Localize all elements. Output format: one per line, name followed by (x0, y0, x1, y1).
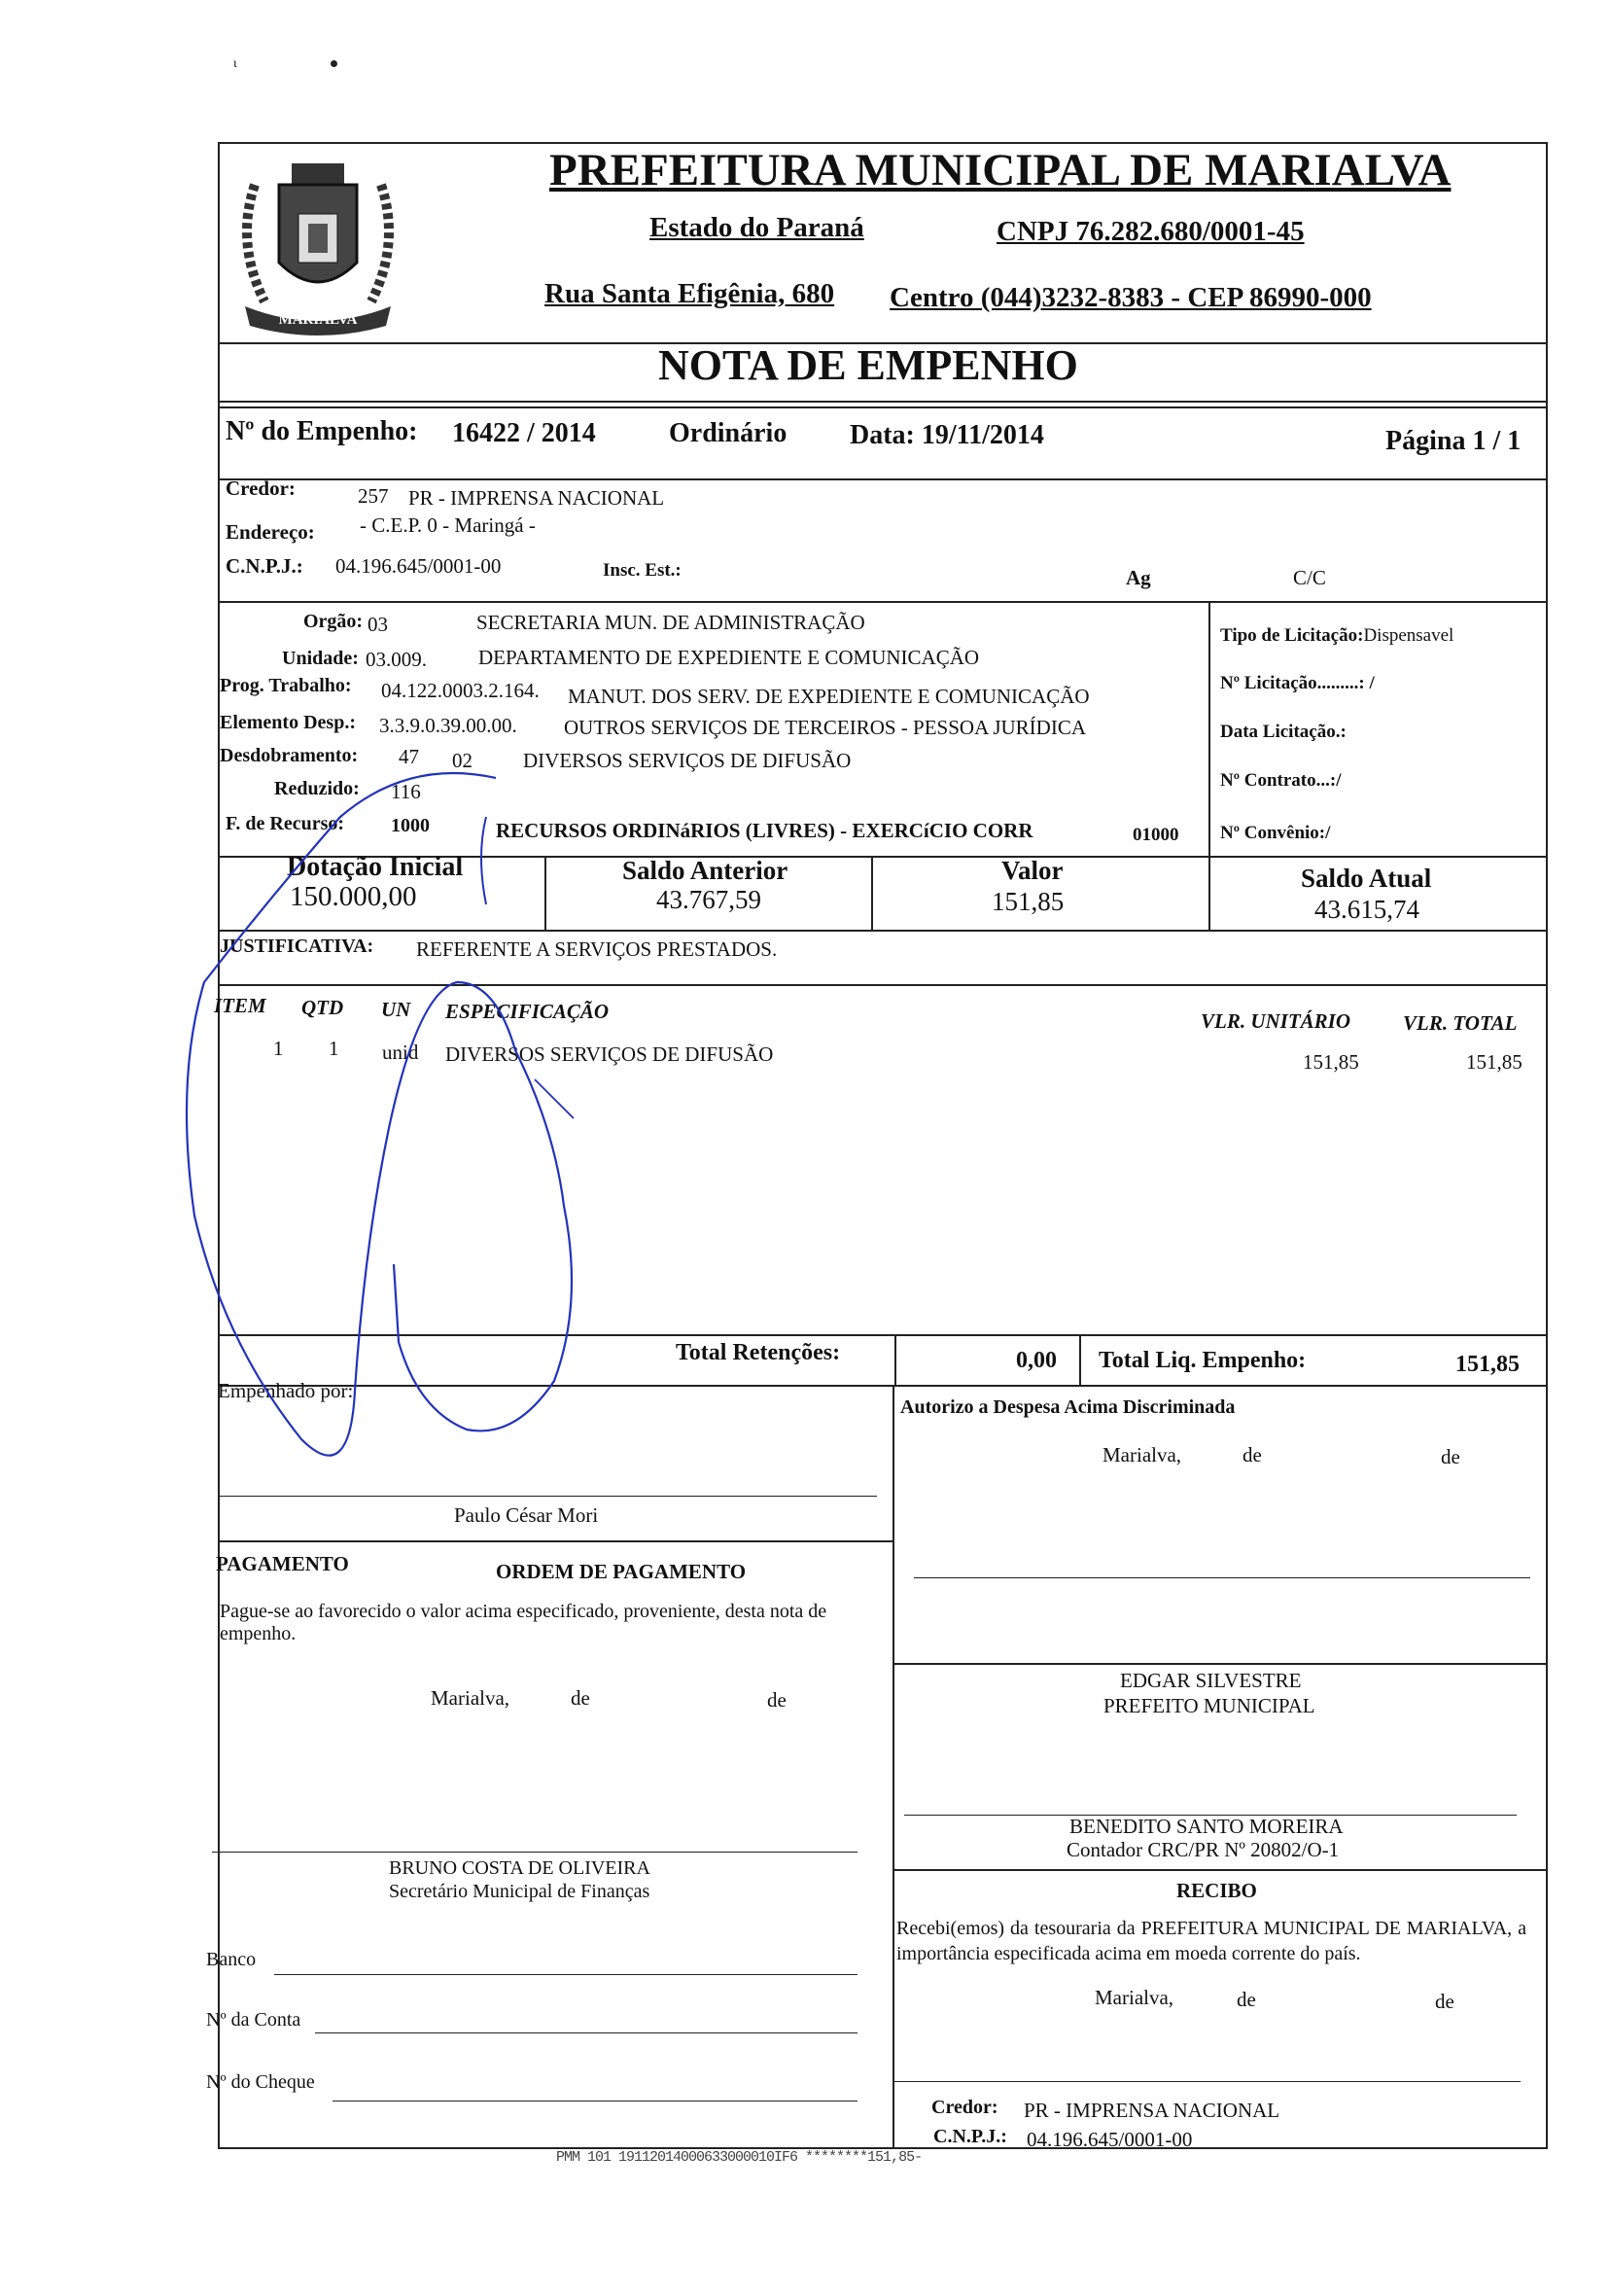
orgao-name: SECRETARIA MUN. DE ADMINISTRAÇÃO (476, 611, 865, 634)
state-name: Estado do Paraná (649, 212, 864, 243)
convenio-number: Nº Convênio:/ (1220, 823, 1331, 843)
total-liq-value: 151,85 (1455, 1352, 1520, 1377)
pagamento-label: PAGAMENTO (216, 1552, 349, 1575)
desdobramento-sub: 02 (452, 749, 472, 772)
row-especificacao: DIVERSOS SERVIÇOS DE DIFUSÃO (445, 1042, 774, 1066)
reduzido-label: Reduzido: (274, 778, 360, 799)
scan-mark: ɩ (233, 56, 237, 71)
prefeito-role: PREFEITO MUNICIPAL (1103, 1694, 1315, 1717)
contador-name: BENEDITO SANTO MOREIRA (1069, 1815, 1344, 1838)
recibo-de2: de (1435, 1990, 1454, 2013)
col-vlr-unitario: VLR. UNITÁRIO (1201, 1009, 1351, 1033)
recurso-name: RECURSOS ORDINáRIOS (LIVRES) - EXERCíCIO CORR (496, 819, 1033, 842)
col-un: UN (381, 998, 411, 1021)
pagamento-text: Pague-se ao favorecido o valor acima especificado, proveniente, desta nota de empenho. (220, 1601, 827, 1644)
endereco-label: Endereço: (226, 520, 315, 544)
district-phone-cep: Centro (044)3232-8383 - CEP 86990-000 (890, 282, 1372, 313)
dotacao-value: 150.000,00 (290, 881, 417, 912)
recibo-credor-name: PR - IMPRENSA NACIONAL (1024, 2099, 1280, 2122)
contador-role: Contador CRC/PR Nº 20802/O-1 (1067, 1838, 1340, 1861)
pagamento-de2: de (767, 1688, 787, 1712)
doc-title: NOTA DE EMPENHO (658, 341, 1078, 389)
cnpj-label: C.N.P.J.: (226, 554, 303, 578)
row-un: unid (382, 1041, 419, 1064)
prog-trabalho-label: Prog. Trabalho: (220, 675, 352, 696)
secretario-role: Secretário Municipal de Finanças (389, 1881, 650, 1902)
unidade-name: DEPARTAMENTO DE EXPEDIENTE E COMUNICAÇÃO (478, 646, 980, 669)
reduzido-value: 116 (391, 780, 421, 803)
credor-code: 257 (358, 484, 389, 508)
dotacao-label: Dotação Inicial (287, 852, 464, 882)
insc-est-label: Insc. Est.: (603, 560, 682, 581)
saldo-anterior-label: Saldo Anterior (622, 856, 788, 885)
col-item: ITEM (214, 994, 266, 1017)
autorizo-de1: de (1242, 1443, 1262, 1466)
municipal-seal-icon (226, 146, 410, 340)
total-liq-label: Total Liq. Empenho: (1099, 1348, 1307, 1373)
ag-label: Ag (1126, 566, 1151, 589)
desdobramento-code: 47 (399, 745, 419, 768)
recurso-sub: 01000 (1133, 825, 1179, 845)
prefeitura-cnpj: CNPJ 76.282.680/0001-45 (997, 216, 1305, 247)
empenho-date: Data: 19/11/2014 (850, 420, 1044, 450)
empenho-number: 16422 / 2014 (452, 418, 596, 448)
recibo-label: RECIBO (1176, 1879, 1257, 1902)
street-address: Rua Santa Efigênia, 680 (544, 278, 835, 309)
prefeitura-title: PREFEITURA MUNICIPAL DE MARIALVA (549, 145, 1452, 195)
cheque-label: Nº do Cheque (206, 2071, 315, 2093)
col-especificacao: ESPECIFICAÇÃO (445, 1000, 610, 1023)
recibo-de1: de (1237, 1988, 1256, 2011)
elemento-label: Elemento Desp.: (220, 712, 356, 733)
prog-trabalho-code: 04.122.0003.2.164. (381, 679, 540, 702)
empenhado-label: Empenhado por: (218, 1379, 354, 1402)
col-qtd: QTD (301, 996, 344, 1019)
autorizo-de2: de (1441, 1445, 1460, 1468)
prog-trabalho-name: MANUT. DOS SERV. DE EXPEDIENTE E COMUNICAÇÃO (568, 685, 1090, 708)
recibo-credor-label: Credor: (931, 2097, 998, 2118)
elemento-name: OUTROS SERVIÇOS DE TERCEIROS - PESSOA JURÍDICA (564, 716, 1087, 739)
recibo-cnpj-label: C.N.P.J.: (933, 2126, 1007, 2147)
retencoes-label: Total Retenções: (676, 1340, 841, 1365)
retencoes-value: 0,00 (1016, 1348, 1057, 1373)
row-vlr-total: 151,85 (1466, 1050, 1522, 1074)
scan-dot (331, 60, 337, 67)
banco-label: Banco (206, 1949, 257, 1970)
unidade-code: 03.009. (366, 648, 427, 671)
recurso-code: 1000 (391, 815, 430, 836)
orgao-code: 03 (368, 613, 388, 636)
saldo-atual-value: 43.615,74 (1314, 895, 1419, 924)
svg-text:MARIALVA: MARIALVA (278, 312, 358, 328)
recibo-cnpj: 04.196.645/0001-00 (1027, 2128, 1193, 2151)
autorizo-label: Autorizo a Despesa Acima Discriminada (900, 1396, 1236, 1418)
col-vlr-total: VLR. TOTAL (1403, 1011, 1518, 1035)
secretario-name: BRUNO COSTA DE OLIVEIRA (389, 1857, 650, 1879)
prefeito-name: EDGAR SILVESTRE (1120, 1669, 1302, 1692)
pagamento-de1: de (571, 1686, 590, 1710)
recibo-text: Recebi(emos) da tesouraria da PREFEITURA MUNICIPAL DE MARIALVA, a importância especificada acima em moeda corrente do país. (896, 1918, 1526, 1964)
desdobramento-name: DIVERSOS SERVIÇOS DE DIFUSÃO (523, 749, 852, 772)
tipo-licitacao-value: Dispensavel (1363, 625, 1454, 646)
row-item: 1 (273, 1037, 284, 1060)
endereco-value: - C.E.P. 0 - Maringá - (360, 513, 536, 537)
elemento-code: 3.3.9.0.39.00.00. (379, 714, 517, 737)
ordem-pagamento-label: ORDEM DE PAGAMENTO (496, 1560, 747, 1583)
saldo-atual-label: Saldo Atual (1301, 864, 1432, 893)
recurso-label: F. de Recurso: (226, 813, 345, 834)
valor-value: 151,85 (992, 887, 1065, 916)
desdobramento-label: Desdobramento: (220, 745, 359, 766)
pagamento-place: Marialva, (431, 1686, 510, 1710)
unidade-label: Unidade: (282, 648, 359, 669)
orgao-label: Orgão: (303, 611, 364, 632)
credor-name: PR - IMPRENSA NACIONAL (408, 486, 665, 510)
row-qtd: 1 (329, 1037, 339, 1060)
row-vlr-unitario: 151,85 (1303, 1050, 1359, 1074)
justificativa-label: JUSTIFICATIVA: (220, 936, 374, 957)
cc-label: C/C (1293, 566, 1326, 589)
empenho-type: Ordinário (669, 418, 788, 448)
justificativa-text: REFERENTE A SERVIÇOS PRESTADOS. (416, 937, 778, 961)
credor-cnpj: 04.196.645/0001-00 (335, 554, 502, 578)
empenho-label: Nº do Empenho: (226, 416, 418, 446)
page-number: Página 1 / 1 (1385, 426, 1522, 456)
licitacao-number: Nº Licitação.........: / (1220, 673, 1375, 693)
handwritten-signature (165, 759, 671, 1498)
credor-label: Credor: (226, 477, 296, 500)
valor-label: Valor (1001, 856, 1064, 885)
licitacao-date: Data Licitação.: (1220, 722, 1347, 742)
conta-label: Nº da Conta (206, 2009, 301, 2031)
footer-code: PMM 101 19112014000633000010IF6 ********151,85- (556, 2149, 923, 2166)
recibo-place: Marialva, (1095, 1986, 1174, 2009)
empenhado-name: Paulo César Mori (454, 1503, 599, 1527)
contrato-number: Nº Contrato...:/ (1220, 770, 1342, 791)
autorizo-place: Marialva, (1102, 1443, 1182, 1466)
saldo-anterior-value: 43.767,59 (656, 885, 761, 914)
tipo-licitacao-label: Tipo de Licitação: (1220, 625, 1364, 646)
tipo-licitacao (1220, 625, 1453, 647)
